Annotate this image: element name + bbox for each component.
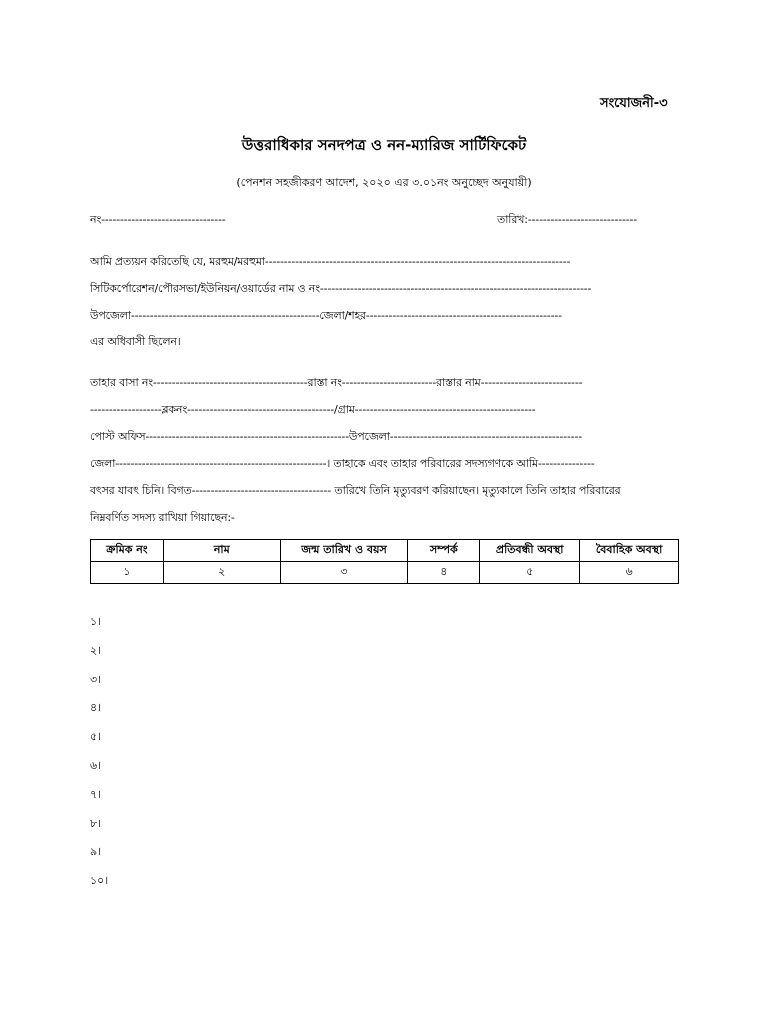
document-title: উত্তরাধিকার সনদপত্র ও নন-ম্যারিজ সার্টিফিকেট bbox=[241, 136, 527, 154]
block-village-line: -------------------ব্লকনং---------------------------------------/গ্রাম------------------------------------------------ bbox=[90, 403, 536, 416]
list-item: ৯। bbox=[90, 845, 102, 858]
members-intro-line: নিম্নবর্ণিত সদস্য রাখিয়া গিয়াছেন:- bbox=[90, 511, 235, 524]
list-item: ৪। bbox=[90, 701, 102, 714]
header-relation: সম্পর্ক bbox=[408, 540, 480, 562]
death-date-line: বৎসর যাবৎ চিনি। বিগত------------------------------------- তারিখে তিনি মৃত্যুবরণ করিয়াছেন। মৃত্যুকালে তিনি তাহার পরিবারের bbox=[90, 484, 621, 497]
table-cell: ৩ bbox=[280, 562, 408, 584]
ward-line: সিটিকর্পোরেশন/পৌরসভা/ইউনিয়ন/ওয়ার্ডের নাম ও নং------------------------------------------------------------------------ bbox=[90, 282, 592, 295]
header-marital-status: বৈবাহিক অবস্থা bbox=[580, 540, 679, 562]
district-acquaintance-line: জেলা--------------------------------------------------------। তাহাকে এবং তাহার পরিবারের সদস্যগণকে আমি--------------- bbox=[90, 457, 595, 470]
header-serial: ক্রমিক নং bbox=[91, 540, 164, 562]
list-item: ৭। bbox=[90, 788, 102, 801]
table-header-row bbox=[91, 540, 679, 562]
list-item: ৮। bbox=[90, 817, 102, 830]
post-office-line: পোস্ট অফিস------------------------------------------------------উপজেলা--------------------------------------------------- bbox=[90, 430, 583, 443]
upazila-district-line: উপজেলা--------------------------------------------------জেলা/শহর---------------------------------------------------- bbox=[90, 309, 562, 322]
list-item: ১০। bbox=[90, 874, 109, 887]
table-cell: ৫ bbox=[480, 562, 580, 584]
list-item: ৬। bbox=[90, 759, 102, 772]
header-birthdate-age: জন্ম তারিখ ও বয়স bbox=[280, 540, 408, 562]
table-row bbox=[91, 562, 679, 584]
list-item: ৫। bbox=[90, 730, 102, 743]
family-members-table bbox=[90, 539, 679, 584]
table-cell: ৪ bbox=[408, 562, 480, 584]
list-item: ২। bbox=[90, 644, 102, 657]
list-item: ৩। bbox=[90, 673, 102, 686]
table-cell: ১ bbox=[91, 562, 164, 584]
table-cell: ২ bbox=[163, 562, 280, 584]
document-subtitle: (পেনশন সহজীকরণ আদেশ, ২০২০ এর ৩.০১নং অনুচ্ছেদ অনুযায়ী) bbox=[236, 176, 532, 189]
annex-label: সংযোজনী-৩ bbox=[600, 96, 668, 111]
date-field: তারিখ:----------------------------- bbox=[497, 213, 638, 226]
address-line: তাহার বাসা নং-----------------------------------------রাস্তা নং-------------------------রাস্তার নাম--------------------------- bbox=[90, 376, 583, 389]
resident-line: এর অধিবাসী ছিলেন। bbox=[90, 335, 181, 348]
table-cell: ৬ bbox=[580, 562, 679, 584]
header-disability: প্রতিবন্ধী অবস্থা bbox=[480, 540, 580, 562]
number-field: নং--------------------------------- bbox=[90, 213, 226, 226]
deceased-name-line: আমি প্রত্যয়ন করিতেছি যে, মরহুম/মরহুমা--------------------------------------------------------------------------------- bbox=[90, 255, 571, 268]
header-name: নাম bbox=[163, 540, 280, 562]
list-item: ১। bbox=[90, 615, 102, 628]
